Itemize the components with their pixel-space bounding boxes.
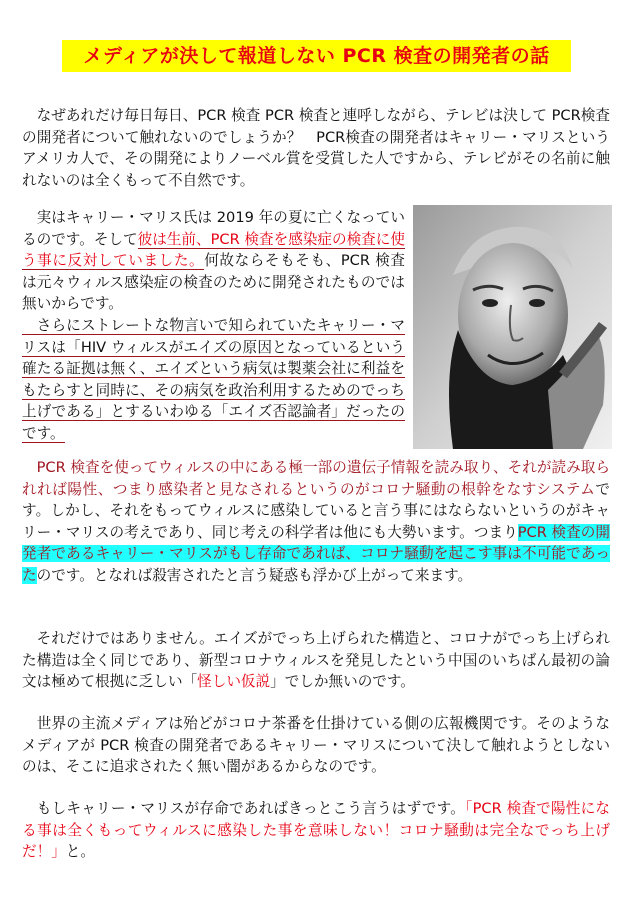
text-segment: 実はキャリー・マリス氏は 2019 年の夏に亡くなっているのです。そして	[22, 209, 405, 248]
underlined-quote: さらにストレートな物言いで知られていたキャリー・マリスは「HIV ウィルスがエイズの原因となっているという確たる証拠は無く、エイズという病気は製薬会社に利益をもたらすと同時に、その病気を政治利用するためのでっち上げである」とするいわゆる「エイズ否認論者」だったのです。	[22, 316, 405, 442]
text-segment: もしキャリー・マリスが存命であればきっとこう言うはずです。	[22, 800, 466, 817]
emphasis-red: 怪しい仮説	[197, 673, 271, 691]
text-segment: です。しかし、それをもってウィルスに感染していると言う事にはならないというのがキャリー・マリスの考えであり、同じ考えの科学者は他にも大勢います。つまり	[22, 480, 610, 541]
text-segment: 何故ならそもそも、PCR 検査は元々ウィルス感染症の検査のために開発されたものでは無いからです。	[22, 252, 405, 313]
text-segment: と。	[65, 843, 95, 861]
paragraph-structure	[22, 628, 610, 693]
emphasis-dark-red: PCR 検査を使ってウィルスの中にある極一部の遺伝子情報を読み取り、それが読み取られれば陽性、つまり感染者と見なされるというのがコロナ騒動の根幹をなすシステム	[22, 459, 610, 498]
closing-quote: 「PCR 検査で陽性になる事は全くもってウィルスに感染した事を意味しない！コロナ騒動は完全なでっち上げだ！」	[22, 800, 610, 861]
text-segment: のです。となれば殺害されたと言う疑惑も浮かび上がって来ます。	[36, 566, 473, 584]
paragraph-closing	[22, 798, 610, 863]
paragraph-death	[22, 207, 405, 445]
portrait-photo	[413, 205, 612, 449]
paragraph-intro: なぜあれだけ毎日毎日、PCR 検査 PCR 検査と連呼しながら、テレビは決して PCR検査の開発者について触れないのでしょうか？ PCR検査の開発者はキャリー・マリスというアメリカ人で、その開発によりノーベル賞を受賞した人ですから、テレビがその名前に触れないのは全くもって不自然です。	[22, 107, 610, 189]
text-segment: それだけではありません。エイズがでっち上げられた構造と、コロナがでっち上げられた構造は全く同じであり、新型コロナウィルスを発見したという中国のいちばん最初の論文は極めて根拠に乏しい「	[22, 630, 610, 691]
paragraph-media: 世界の主流メディアは殆どがコロナ茶番を仕掛けている側の広報機関です。そのようなメディアが PCR 検査の開発者であるキャリー・マリスについて決して触れようとしないのは、そこに追求されたく無い闇があるからなのです。	[22, 715, 610, 776]
paragraph-pcr-system	[22, 457, 610, 587]
emphasis-red: 彼は生前、PCR 検査を感染症の検査に使う事に反対していました。	[22, 230, 405, 270]
page-title: メディアが決して報道しない PCR 検査の開発者の話	[62, 40, 571, 72]
text-segment: 」でしか無いのです。	[270, 673, 415, 691]
highlighted-text: PCR 検査の開発者であるキャリー・マリスがもし存命であれば、コロナ騒動を起こす事は不可能であった	[22, 523, 610, 584]
